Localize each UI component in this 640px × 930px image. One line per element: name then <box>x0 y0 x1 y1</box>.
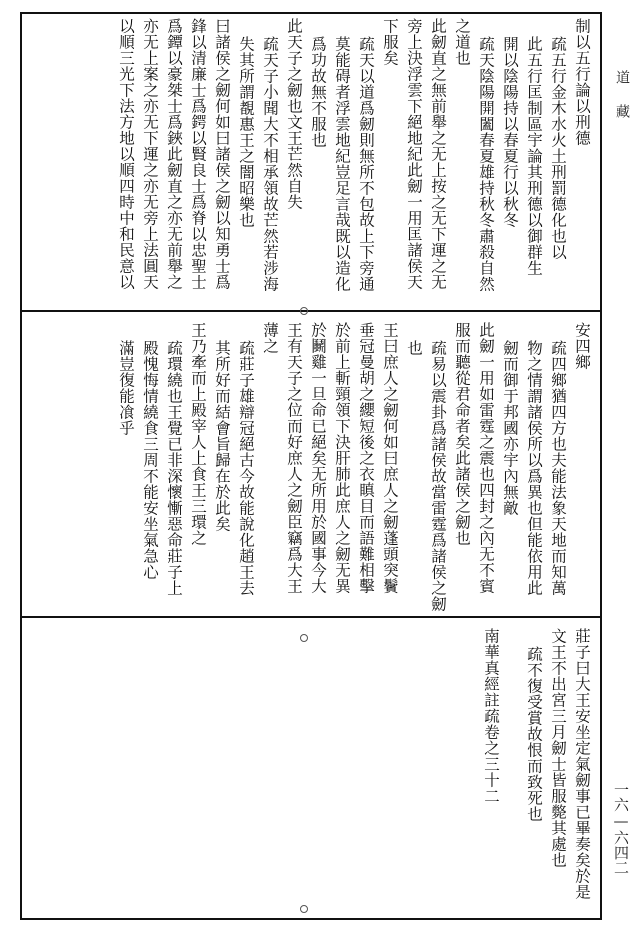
text-column: 爲功故無不服也 <box>309 36 327 148</box>
text-column: 王有天子之位而好庶人之劒臣竊爲大王 <box>285 322 303 594</box>
text-column: 於鬭雞一旦命已絕矣无所用於國事今大 <box>309 322 327 594</box>
text-column: 此劒直之無前舉之无上按之无下運之无 <box>429 18 447 290</box>
text-column: 制以五行論以刑德 <box>573 18 591 146</box>
library-label: 道藏 <box>614 70 630 138</box>
text-column: 劒而御于邦國亦宇內無敵 <box>501 340 519 516</box>
text-column: 滿豈復能飡乎 <box>117 340 135 436</box>
text-column: 疏易以震卦爲諸侯故當雷霆爲諸侯之劒 <box>429 340 447 612</box>
text-column: 疏不復受賞故恨而致死也 <box>525 646 543 822</box>
text-column: 疏四鄉猶四方也夫能法象天地而知萬 <box>549 340 567 596</box>
text-column: 此天子之劒也文王芒然自失 <box>285 18 303 210</box>
text-column: 其所好而結會旨歸在於此矣 <box>213 340 231 532</box>
text-column: 垂冠曼胡之纓短後之衣瞋目而語難相擊 <box>357 322 375 594</box>
column-spacer <box>504 628 520 908</box>
text-column: 疏天子小聞大不相承領故芒然若涉海 <box>261 36 279 292</box>
text-panel-middle <box>32 322 592 612</box>
text-column: 物之情謂諸侯所以爲異也但能依用此 <box>525 340 543 596</box>
text-column: 此劒一用如雷霆之震也四封之內无不賓 <box>477 322 495 594</box>
text-column: 失其所謂覩惠王之闇昭樂也 <box>237 36 255 228</box>
text-column: 曰諸侯之劒何如曰諸侯之劒以知勇士爲 <box>213 18 231 290</box>
text-column: 王乃牽而上殿宰人上食王三環之 <box>189 322 207 546</box>
text-column: 疏環繞也王覺已非深懷慚惡命莊子上 <box>165 340 183 596</box>
text-column: 開以陰陽持以春夏行以秋冬 <box>501 36 519 228</box>
text-column: 莫能碍者浮雲地紀豈足言哉既以造化 <box>333 36 351 292</box>
chapter-end-title: 南華真經註疏卷之三十二 <box>482 628 500 804</box>
text-column: 於前上斬頸領下決肝肺此庶人之劒无異 <box>333 322 351 594</box>
text-column: 亦无上案之亦无下運之亦无旁上法圓天 <box>141 18 159 290</box>
text-panel-top <box>32 18 592 300</box>
text-column: 此五行匡制區宇論其刑德以御群生 <box>525 36 543 276</box>
text-column: 下服矣 <box>381 18 399 66</box>
text-column: 也 <box>405 340 423 356</box>
text-column: 疏莊子雄辯冠絕古今故能說化趙王去 <box>237 340 255 596</box>
text-column: 疏五行金木水火土刑罰德化也以 <box>549 36 567 260</box>
text-column: 以順三光下法方地以順四時中和民意以 <box>117 18 135 290</box>
text-column: 殿愧悔情繞食三周不能安坐氣急心 <box>141 340 159 580</box>
text-column: 安四鄉 <box>573 322 591 370</box>
text-column: 爲鐔以豪桀士爲鋏此劒直之亦无前舉之 <box>165 18 183 290</box>
text-column: 旁上決浮雲下絕地紀此劒一用匡諸侯天 <box>405 18 423 290</box>
text-column: 疏天以道爲劒則無所不包故上下旁通 <box>357 36 375 292</box>
text-column: 莊子曰大王安坐定氣劒事已畢奏矣於是 <box>573 628 591 900</box>
text-column: 文王不出宮三月劒士皆服斃其處也 <box>549 628 567 868</box>
text-column: 服而聽從君命者矣此諸侯之劒也 <box>453 322 471 546</box>
text-column: 薄之 <box>261 322 279 354</box>
text-column: 鋒以清廉士爲鍔以賢良士爲脊以忠聖士 <box>189 18 207 290</box>
text-column: 王曰庶人之劒何如曰庶人之劒蓬頭突鬢 <box>381 322 399 594</box>
page-number: 一六—六四二 <box>612 782 630 875</box>
text-panel-bottom <box>32 628 592 908</box>
text-column: 疏天陰陽開闔春夏雄持秋冬肅殺自然 <box>477 36 495 292</box>
text-column: 之道也 <box>453 18 471 66</box>
